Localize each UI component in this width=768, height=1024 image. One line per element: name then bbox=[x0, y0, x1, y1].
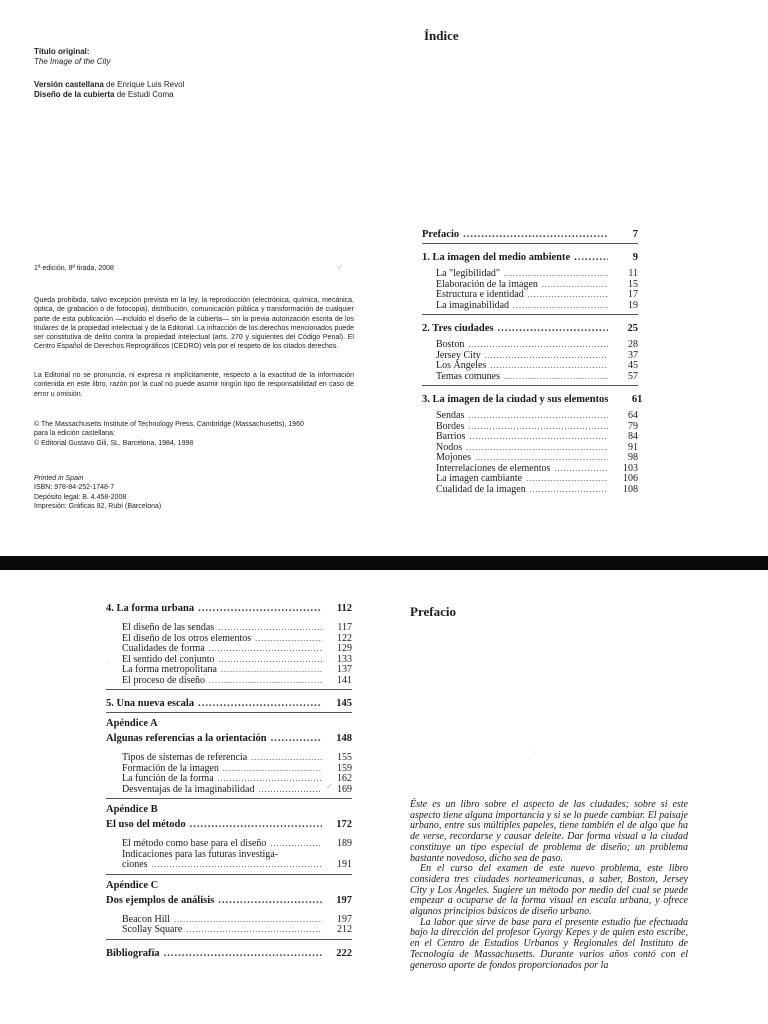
version-text: de Enrique Luis Revol bbox=[103, 80, 185, 89]
toc-divider bbox=[422, 314, 638, 315]
toc-ch2-sections bbox=[422, 340, 638, 382]
toc-entry: Scollay Square ..... 212 bbox=[122, 925, 352, 936]
toc-entry-bibliografia: Bibliografía ..... 222 bbox=[106, 945, 352, 959]
copyright-block bbox=[34, 420, 354, 448]
toc-entry-prefacio: Prefacio ..... 7 bbox=[422, 226, 638, 240]
toc-divider bbox=[106, 689, 352, 690]
rights-notice: Queda prohibida, salvo excepción prevista en la ley, la reproducción (electrónica, química, mecánica, óptica, de grabación o de fotocopia), distribución, comunicación pública y transformación de cualquier parte de esta publicación —incluido el diseño de la cubierta— sin la previa autorización escrita de los titulares de la propiedad intelectual y de la Editorial. La infracción de los derechos mencionados puede ser constitutiva de delito contra la propiedad intelectual (arts. 270 y siguientes del Código Penal). El Centro Español de Derechos Reprográficos (CEDRO) vela por el respeto de los citados derechos. bbox=[34, 297, 354, 351]
toc-entry: La forma metropolitana ..... 137 bbox=[122, 665, 352, 676]
toc-entry-appendix-a: Algunas referencias a la orientación ..... 148 bbox=[106, 730, 352, 744]
toc-entry: Interrelaciones de elementos ..... 103 bbox=[436, 464, 638, 475]
scan-mark: ✓ bbox=[336, 262, 344, 272]
toc-entry: ciones ..... 191 bbox=[122, 860, 352, 871]
toc-entry: El diseño de los otros elementos ..... 122 bbox=[122, 634, 352, 645]
isbn: ISBN: 978-84-252-1748-7 bbox=[34, 484, 115, 492]
cover-label: Diseño de la cubierta bbox=[34, 90, 115, 99]
toc-entry: Desventajas de la imaginabilidad ..... 169 bbox=[122, 785, 352, 796]
toc-ch4-sections bbox=[106, 623, 352, 686]
toc-part-2 bbox=[106, 600, 352, 959]
toc-entry-ch2: 2. Tres ciudades ..... 25 bbox=[422, 320, 638, 334]
toc-entry: Mojones ..... 98 bbox=[436, 453, 638, 464]
toc-entry: El proceso de diseño ..... 141 bbox=[122, 676, 352, 687]
appendix-b-heading: Apéndice B bbox=[106, 804, 158, 815]
toc-entry-ch5: 5. Una nueva escala ..... 145 bbox=[106, 695, 352, 709]
toc-entry: Formación de la imagen ..... 159 bbox=[122, 764, 352, 775]
toc-divider bbox=[106, 939, 352, 940]
version-label: Versión castellana bbox=[34, 80, 104, 89]
toc-entry-ch4: 4. La forma urbana ..... 112 bbox=[106, 600, 352, 614]
preface-page bbox=[384, 570, 768, 1024]
appendix-c-heading: Apéndice C bbox=[106, 879, 159, 891]
index-title: Índice bbox=[424, 28, 459, 43]
original-title-label: Título original: bbox=[34, 47, 90, 56]
copyright-line-1: © The Massachusetts Institute of Technology Press, Cambridge (Massachusetts), 1960 bbox=[34, 421, 304, 428]
scan-gap bbox=[0, 556, 768, 570]
preface-paragraph: Éste es un libro sobre el aspecto de las ciudades; sobre si este aspecto tiene alguna importancia y si se lo puede cambiar. El paisaje urbano, entre sus múltiples papeles, tiene también el de algo que ha de verse, recordarse y causar deleite. Dar forma visual a la ciudad constituye un tipo especial de problema de diseño; un problema bastante novedoso, dicho sea de paso. bbox=[410, 799, 688, 864]
toc-divider bbox=[106, 712, 352, 713]
toc-entry: Temas comunes ..... 57 bbox=[436, 372, 638, 383]
scan-speck: · bbox=[534, 748, 537, 757]
editorial-notice: La Editorial no se pronuncia, ni expresa ni implícitamente, respecto a la exactitud de la información contenida en este libro, razón por la cual no puede asumir ningún tipo de responsabilidad en caso de error u omisión. bbox=[34, 372, 354, 398]
toc-entry-wrapped-line: Indicaciones para las futuras investiga- bbox=[122, 848, 279, 860]
legal-deposit: Depósito legal: B. 4.458-2008 bbox=[34, 493, 127, 501]
toc-entry: Bordes ..... 79 bbox=[436, 422, 638, 433]
toc-entry: Jersey City ..... 37 bbox=[436, 351, 638, 362]
toc-entry: El método como base para el diseño ..... 189 bbox=[122, 839, 352, 850]
index-continued-page bbox=[0, 570, 384, 1024]
copyright-page bbox=[0, 0, 384, 556]
toc-entry-ch1: 1. La imagen del medio ambiente ..... 9 bbox=[422, 249, 638, 263]
toc-entry: Boston ..... 28 bbox=[436, 340, 638, 351]
toc-entry-ch3: 3. La imagen de la ciudad y sus elementos 61 bbox=[422, 394, 643, 405]
toc-entry: La función de la forma ..... 162 bbox=[122, 774, 352, 785]
toc-entry: Elaboración de la imagen ..... 15 bbox=[436, 280, 638, 291]
toc-entry: La imaginabilidad ..... 19 bbox=[436, 301, 638, 312]
preface-title: Prefacio bbox=[410, 604, 456, 619]
toc-divider bbox=[106, 798, 352, 799]
toc-part-1 bbox=[422, 226, 643, 495]
toc-appendix-a-sections bbox=[106, 753, 352, 795]
copyright-line-3: © Editorial Gustavo Gili, SL, Barcelona, 1984, 1998 bbox=[34, 439, 194, 447]
toc-entry-appendix-c: Dos ejemplos de análisis ..... 197 bbox=[106, 892, 352, 906]
toc-entry: Los Ángeles ..... 45 bbox=[436, 361, 638, 372]
toc-entry: La imagen cambiante ..... 106 bbox=[436, 474, 638, 485]
preface-paragraph: En el curso del examen de este nuevo problema, este libro considera tres ciudades norteamericanas, a saber, Boston, Jersey City y Los Ángeles. Sugiere un método por medio del cual se puede empezar a ocuparse de la forma visual en escala urbana, y ofrece algunos principios básicos de diseño urbano. bbox=[410, 863, 688, 918]
index-page bbox=[384, 0, 768, 556]
copyright-line-2: para la edición castellana: bbox=[34, 430, 115, 438]
appendix-a-heading: Apéndice A bbox=[106, 718, 158, 729]
printed-in: Printed in Spain bbox=[34, 475, 84, 482]
toc-appendix-c-sections bbox=[106, 915, 352, 936]
scan-speck: ✓ bbox=[326, 782, 333, 791]
original-title-block bbox=[34, 47, 354, 67]
toc-entry: El sentido del conjunto ..... 133 bbox=[122, 655, 352, 666]
original-title: The Image of the City bbox=[34, 57, 111, 66]
printing-block bbox=[34, 474, 354, 511]
toc-entry: Sendas ..... 64 bbox=[436, 411, 638, 422]
toc-divider bbox=[422, 385, 638, 386]
toc-ch3-sections bbox=[422, 411, 638, 495]
toc-entry: Barrios ..... 84 bbox=[436, 432, 638, 443]
toc-entry: La "legibilidad" ..... 11 bbox=[436, 269, 638, 280]
toc-appendix-b-sections bbox=[106, 839, 352, 871]
toc-entry: Estructura e identidad ..... 17 bbox=[436, 290, 638, 301]
toc-entry: El diseño de las sendas ..... 117 bbox=[122, 623, 352, 634]
toc-ch1-sections bbox=[422, 269, 638, 311]
toc-divider bbox=[422, 243, 638, 244]
cover-text: de Estudi Coma bbox=[114, 90, 174, 99]
preface-paragraph: La labor que sirve de base para el presente estudio fue efectuada bajo la dirección del profesor Gyorgy Kepes y de quien esto escribe, en el Centro de Estudios Urbanos y Regionales del Instituto de Tecnología de Massachusetts. Durante varios años contó con el generoso aporte de fondos proporcionados por la bbox=[410, 916, 688, 971]
credits-block bbox=[34, 80, 354, 100]
preface-text bbox=[410, 800, 688, 971]
scan-speck: · bbox=[106, 658, 109, 667]
toc-entry: Tipos de sistemas de referencia ..... 155 bbox=[122, 753, 352, 764]
toc-entry-appendix-b: El uso del método ..... 172 bbox=[106, 816, 352, 830]
printer: Impresión: Gráficas 92, Rubí (Barcelona) bbox=[34, 502, 162, 510]
edition-line: 1ª edición, 8ª tirada, 2008 bbox=[34, 265, 114, 272]
toc-entry: Nodos ..... 91 bbox=[436, 443, 638, 454]
toc-divider bbox=[106, 874, 352, 875]
toc-entry: Beacon Hill ..... 197 bbox=[122, 915, 352, 926]
toc-entry: Cualidades de forma ..... 129 bbox=[122, 644, 352, 655]
toc-entry: Cualidad de la imagen ..... 108 bbox=[436, 485, 638, 496]
